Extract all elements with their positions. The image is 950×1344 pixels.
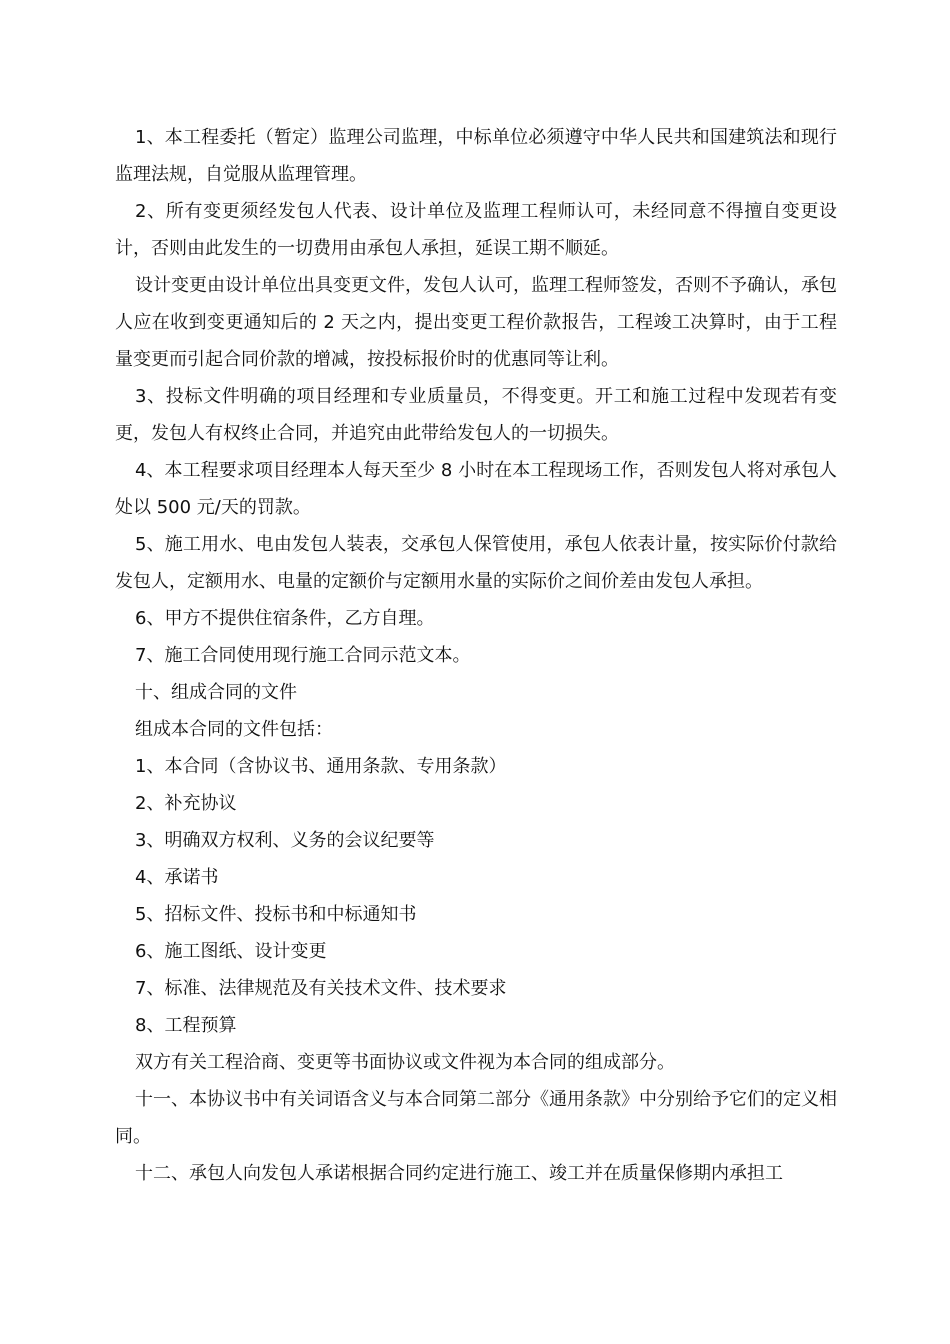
design-change-paragraph: 设计变更由设计单位出具变更文件，发包人认可，监理工程师签发，否则不予确认，承包人应在收到变更通知后的 2 天之内，提出变更工程价款报告，工程竣工决算时，由于工程量变更而引起合同价款的增减，按投标报价时的优惠同等让利。 [115,275,837,370]
contract-document-item: 3、明确双方权利、义务的会议纪要等 [135,830,435,851]
clause-5-paragraph: 5、施工用水、电由发包人装表，交承包人保管使用，承包人依表计量，按实际价付款给发包人，定额用水、电量的定额价与定额用水量的实际价之间价差由发包人承担。 [115,534,837,592]
clause-3-paragraph: 3、投标文件明确的项目经理和专业质量员，不得变更。开工和施工过程中发现若有变更，发包人有权终止合同，并追究由此带给发包人的一切损失。 [115,386,837,444]
contract-document-item: 1、本合同（含协议书、通用条款、专用条款） [135,756,507,777]
contract-document-item: 6、施工图纸、设计变更 [135,941,327,962]
clause-4-paragraph: 4、本工程要求项目经理本人每天至少 8 小时在本工程现场工作，否则发包人将对承包人处以 500 元/天的罚款。 [115,460,837,518]
negotiation-note-paragraph: 双方有关工程洽商、变更等书面协议或文件视为本合同的组成部分。 [135,1052,675,1073]
clause-1-paragraph: 1、本工程委托（暂定）监理公司监理，中标单位必须遵守中华人民共和国建筑法和现行监理法规，自觉服从监理管理。 [115,127,837,185]
section-10-heading: 十、组成合同的文件 [135,682,297,703]
section-12-paragraph: 十二、承包人向发包人承诺根据合同约定进行施工、竣工并在质量保修期内承担工 [135,1163,783,1184]
document-body [115,119,837,1192]
clause-7-paragraph: 7、施工合同使用现行施工合同示范文本。 [135,645,471,666]
contract-document-item: 8、工程预算 [135,1015,237,1036]
contract-document-item: 5、招标文件、投标书和中标通知书 [135,904,417,925]
contract-document-item: 4、承诺书 [135,867,219,888]
contract-document-item: 7、标准、法律规范及有关技术文件、技术要求 [135,978,507,999]
contract-documents-intro: 组成本合同的文件包括： [135,719,333,740]
clause-6-paragraph: 6、甲方不提供住宿条件，乙方自理。 [135,608,435,629]
clause-2-paragraph: 2、所有变更须经发包人代表、设计单位及监理工程师认可，未经同意不得擅自变更设计，否则由此发生的一切费用由承包人承担，延误工期不顺延。 [115,201,837,259]
contract-document-item: 2、补充协议 [135,793,237,814]
section-11-paragraph: 十一、本协议书中有关词语含义与本合同第二部分《通用条款》中分别给予它们的定义相同。 [115,1089,837,1147]
